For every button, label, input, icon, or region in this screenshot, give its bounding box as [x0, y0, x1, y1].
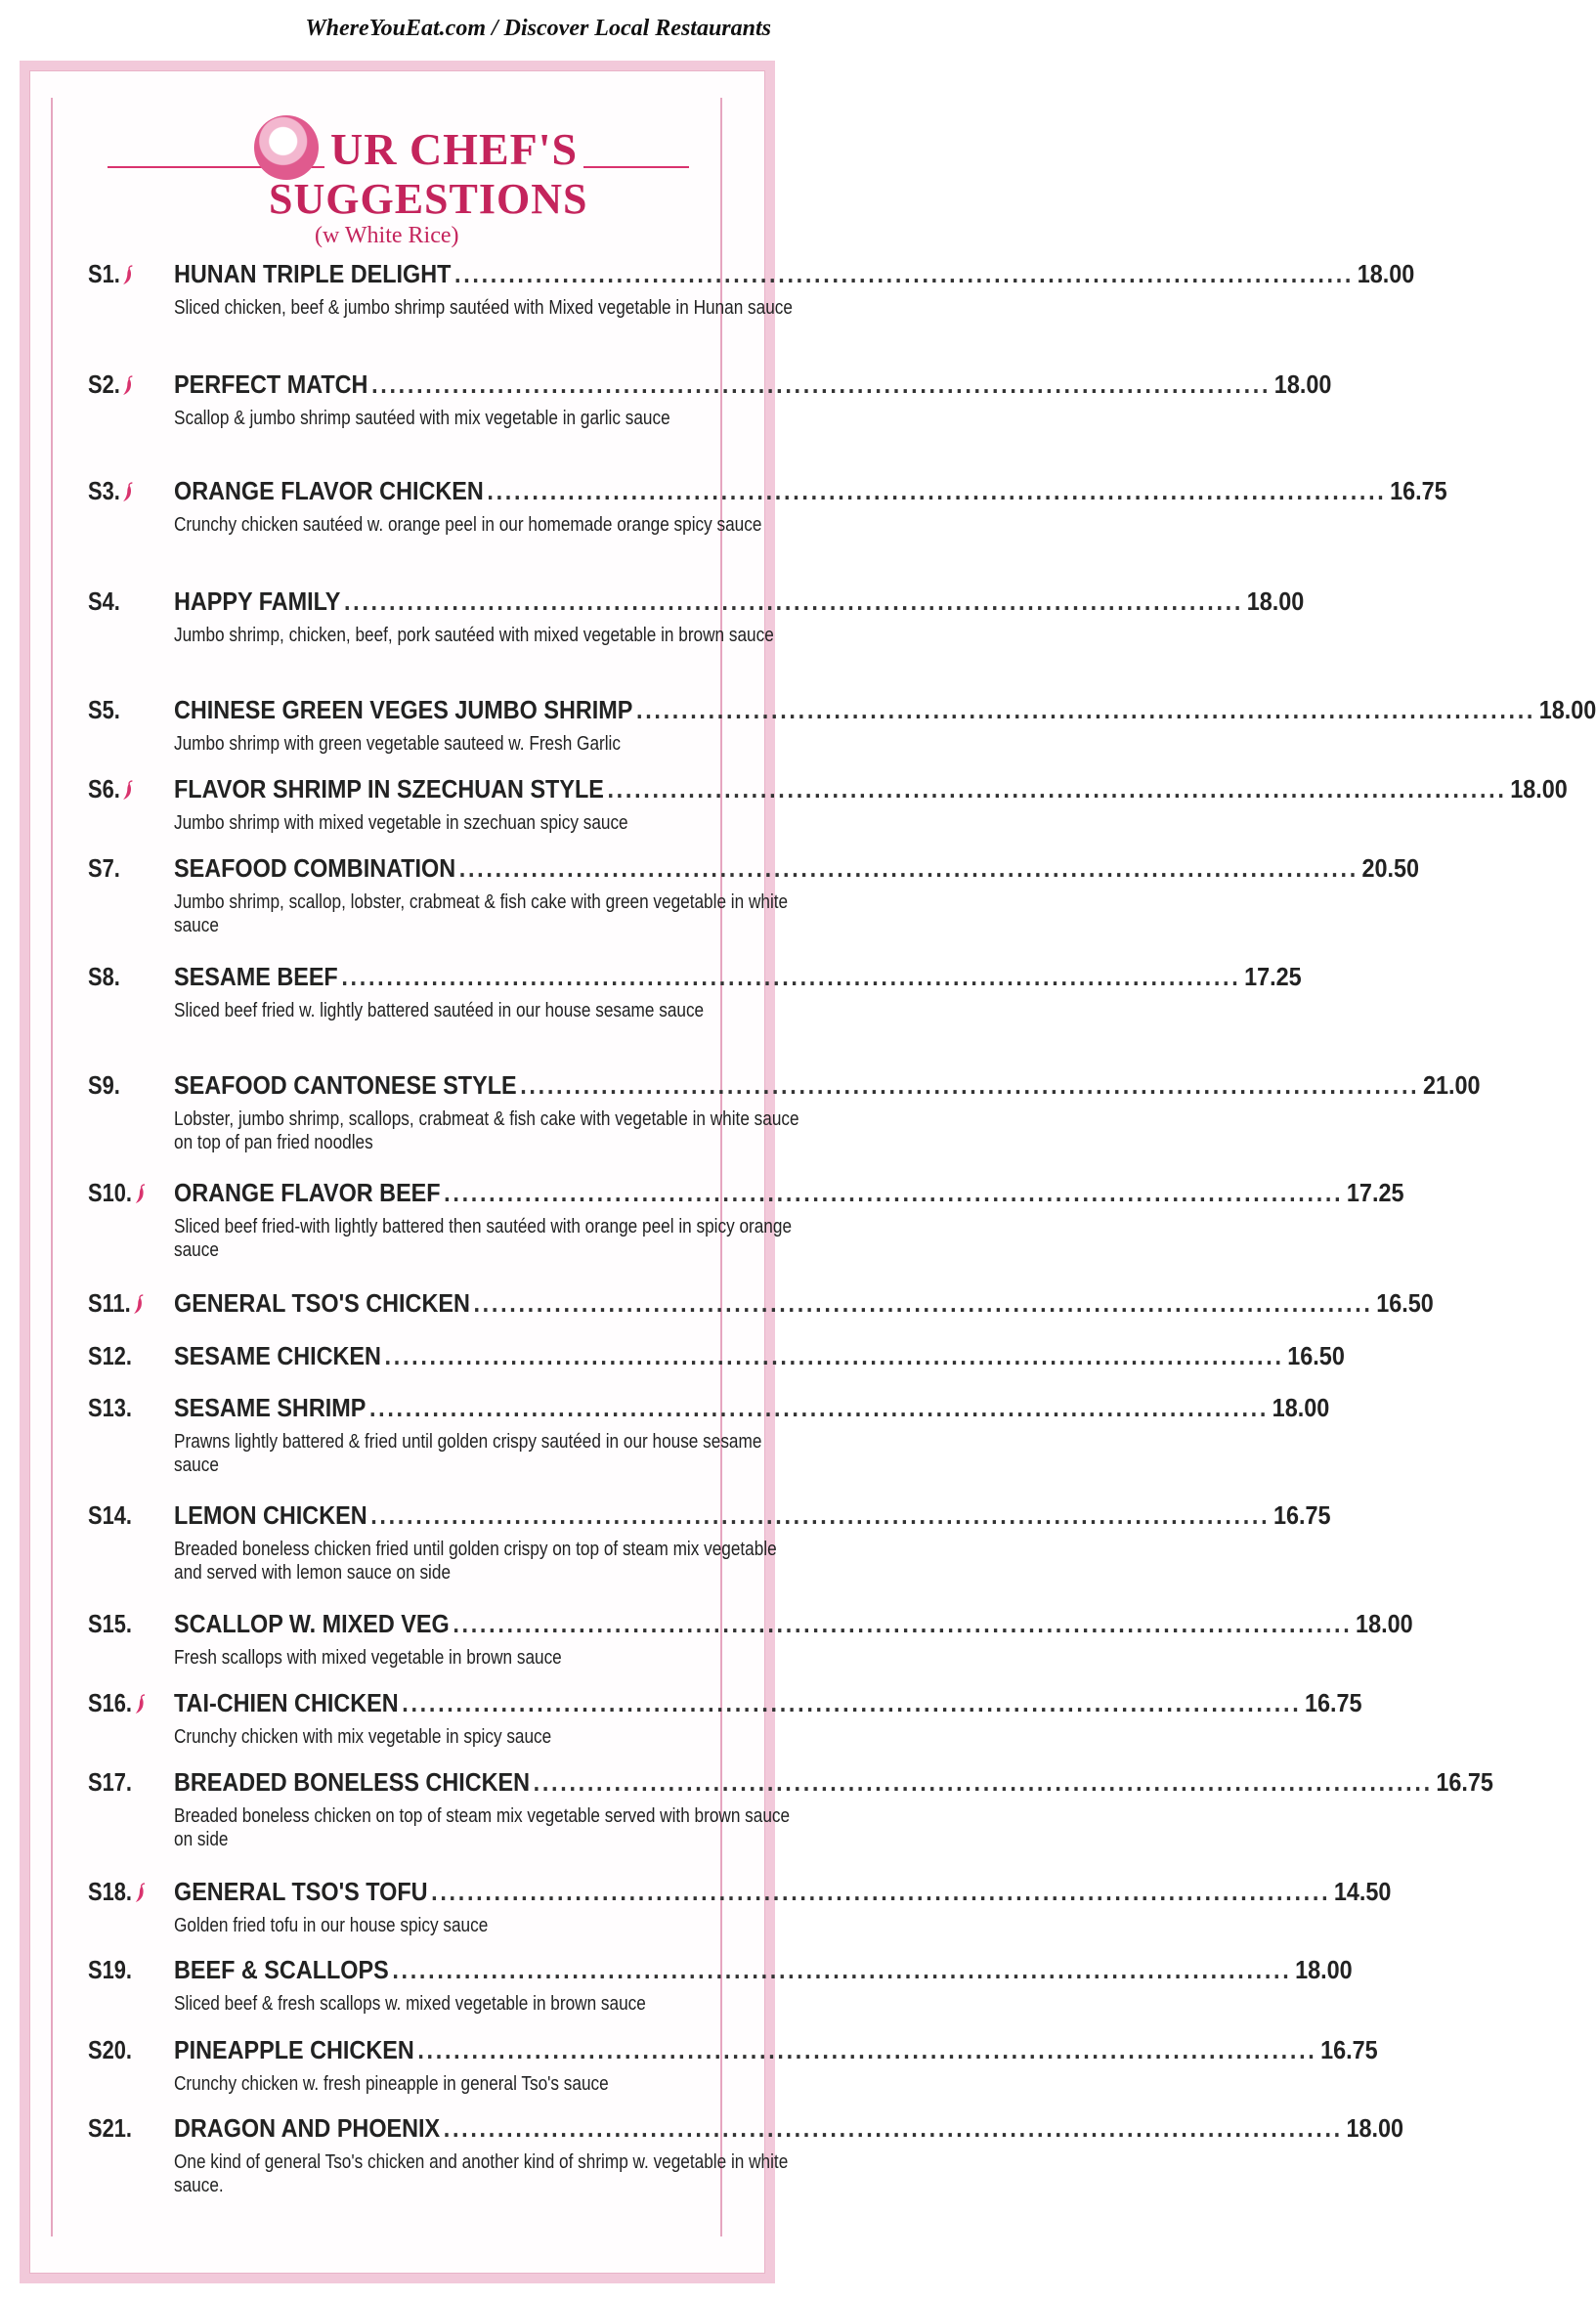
item-price: 18.00	[1356, 1609, 1413, 1638]
item-name: HAPPY FAMILY	[174, 586, 341, 616]
item-code: S20.	[88, 2035, 132, 2064]
menu-item	[88, 586, 1305, 647]
menu-item	[88, 774, 1568, 835]
menu-item	[88, 1955, 1353, 2016]
dot-leader	[417, 2035, 1316, 2065]
menu-item	[88, 476, 1447, 537]
header-subtitle: (w White Rice)	[315, 223, 459, 248]
item-description: Sliced chicken, beef & jumbo shrimp sautéed with Mixed vegetable in Hunan sauce	[174, 297, 793, 319]
item-name: ORANGE FLAVOR CHICKEN	[174, 476, 484, 505]
item-description: Lobster, jumbo shrimp, scallops, crabmeat & fish cake with vegetable in white sauce on top of pan fried noodles	[174, 1108, 799, 1153]
dot-leader	[385, 1341, 1284, 1371]
hot-pepper-icon	[134, 1883, 147, 1904]
item-name: FLAVOR SHRIMP IN SZECHUAN STYLE	[174, 774, 604, 803]
item-code: S11.	[88, 1288, 131, 1318]
menu-item	[88, 1877, 1392, 1937]
item-description: Golden fried tofu in our house spicy sauce	[174, 1915, 489, 1936]
dot-leader	[370, 1500, 1270, 1531]
dot-leader	[459, 853, 1359, 884]
item-description: Jumbo shrimp, scallop, lobster, crabmeat & fish cake with green vegetable in white sauce	[174, 891, 789, 936]
dot-leader	[344, 586, 1243, 617]
dot-leader	[520, 1070, 1419, 1101]
item-code: S8.	[88, 962, 120, 991]
item-description: Scallop & jumbo shrimp sautéed with mix vegetable in garlic sauce	[174, 408, 670, 429]
hot-pepper-icon	[121, 265, 134, 286]
item-description: Crunchy chicken with mix vegetable in spicy sauce	[174, 1726, 552, 1748]
item-name: SEAFOOD CANTONESE STYLE	[174, 1070, 517, 1100]
item-price: 18.00	[1295, 1955, 1353, 1984]
item-price: 17.25	[1346, 1178, 1404, 1207]
item-price: 18.00	[1246, 586, 1305, 616]
item-price: 18.00	[1272, 1393, 1330, 1422]
menu-item	[88, 259, 1415, 320]
item-price: 16.75	[1272, 1500, 1331, 1530]
menu-item	[88, 1767, 1493, 1851]
dot-leader	[453, 1609, 1352, 1639]
item-name: TAI-CHIEN CHICKEN	[174, 1688, 399, 1717]
menu-item	[88, 1500, 1331, 1585]
item-code: S7.	[88, 853, 120, 883]
item-code: S2.	[88, 369, 120, 399]
item-name: PERFECT MATCH	[174, 369, 368, 399]
menu-item	[88, 1609, 1413, 1670]
item-description: Jumbo shrimp with mixed vegetable in szechuan spicy sauce	[174, 812, 628, 834]
item-code: S19.	[88, 1955, 132, 1984]
item-code: S5.	[88, 695, 120, 724]
item-price: 16.75	[1390, 476, 1447, 505]
item-description: Crunchy chicken sautéed w. orange peel in our homemade orange spicy sauce	[174, 514, 762, 536]
item-description: Jumbo shrimp, chicken, beef, pork sautéed with mixed vegetable in brown sauce	[174, 625, 774, 646]
item-price: 16.75	[1436, 1767, 1493, 1797]
menu-item	[88, 962, 1302, 1022]
item-code: S4.	[88, 586, 120, 616]
item-price: 16.75	[1320, 2035, 1378, 2064]
menu-item	[88, 2113, 1404, 2197]
item-name: PINEAPPLE CHICKEN	[174, 2035, 414, 2064]
item-code: S18.	[88, 1877, 132, 1906]
dot-leader	[402, 1688, 1301, 1718]
item-description: Fresh scallops with mixed vegetable in brown sauce	[174, 1647, 562, 1669]
item-price: 14.50	[1333, 1877, 1392, 1906]
item-description: Jumbo shrimp with green vegetable sauteed w. Fresh Garlic	[174, 733, 621, 755]
dot-leader	[371, 369, 1271, 400]
item-name: HUNAN TRIPLE DELIGHT	[174, 259, 452, 288]
item-name: GENERAL TSO'S CHICKEN	[174, 1288, 470, 1318]
item-code: S21.	[88, 2113, 132, 2143]
hot-pepper-icon	[121, 482, 134, 503]
item-description: Sliced beef fried w. lightly battered sautéed in our house sesame sauce	[174, 1000, 705, 1021]
item-name: SEAFOOD COMBINATION	[174, 853, 456, 883]
dot-leader	[636, 695, 1535, 725]
item-code: S13.	[88, 1393, 132, 1422]
item-price: 16.75	[1305, 1688, 1362, 1717]
dot-leader	[369, 1393, 1269, 1423]
item-name: SESAME SHRIMP	[174, 1393, 367, 1422]
dot-leader	[431, 1877, 1330, 1907]
item-name: LEMON CHICKEN	[174, 1500, 367, 1530]
hot-pepper-icon	[134, 1694, 147, 1715]
dot-leader	[341, 962, 1240, 992]
item-description: Crunchy chicken w. fresh pineapple in general Tso's sauce	[174, 2073, 609, 2095]
dot-leader	[607, 774, 1506, 804]
hot-pepper-icon	[132, 1294, 145, 1316]
dot-leader	[454, 259, 1354, 289]
item-price: 16.50	[1376, 1288, 1434, 1318]
menu-item	[88, 2035, 1378, 2096]
item-price: 17.25	[1244, 962, 1302, 991]
item-name: GENERAL TSO'S TOFU	[174, 1877, 428, 1906]
dot-leader	[444, 2113, 1343, 2144]
item-code: S17.	[88, 1767, 132, 1797]
menu-item	[88, 1070, 1481, 1154]
item-price: 18.00	[1346, 2113, 1404, 2143]
menu-item	[88, 1178, 1404, 1262]
item-price: 16.50	[1287, 1341, 1345, 1370]
item-description: Sliced beef fried-with lightly battered then sautéed with orange peel in spicy orange sauce	[174, 1216, 793, 1261]
header-title-line1: UR CHEF'S	[324, 123, 583, 175]
item-name: ORANGE FLAVOR BEEF	[174, 1178, 441, 1207]
header-title-line2: SUGGESTIONS	[269, 175, 588, 223]
hot-pepper-icon	[134, 1184, 147, 1205]
menu-item	[88, 1288, 1434, 1325]
hot-pepper-icon	[121, 780, 134, 802]
hot-pepper-icon	[121, 375, 134, 397]
menu-item	[88, 1688, 1362, 1749]
menu-item	[88, 695, 1596, 756]
item-price: 18.00	[1273, 369, 1332, 399]
item-price: 21.00	[1422, 1070, 1481, 1100]
item-name: CHINESE GREEN VEGES JUMBO SHRIMP	[174, 695, 633, 724]
item-description: Breaded boneless chicken fried until golden crispy on top of steam mix vegetable and served with lemon sauce on side	[174, 1539, 777, 1584]
item-name: SESAME BEEF	[174, 962, 338, 991]
item-code: S15.	[88, 1609, 132, 1638]
item-code: S6.	[88, 774, 120, 803]
menu-item	[88, 853, 1420, 937]
dot-leader	[487, 476, 1386, 506]
item-code: S9.	[88, 1070, 120, 1100]
dot-leader	[392, 1955, 1291, 1985]
item-description: Prawns lightly battered & fried until golden crispy sautéed in our house sesame sauce	[174, 1431, 762, 1476]
item-code: S10.	[88, 1178, 132, 1207]
item-name: DRAGON AND PHOENIX	[174, 2113, 441, 2143]
item-code: S14.	[88, 1500, 132, 1530]
menu-item	[88, 1393, 1330, 1477]
item-price: 18.00	[1357, 259, 1415, 288]
item-code: S1.	[88, 259, 120, 288]
item-code: S12.	[88, 1341, 132, 1370]
item-description: Breaded boneless chicken on top of steam mix vegetable served with brown sauce on side	[174, 1805, 791, 1850]
item-description: One kind of general Tso's chicken and another kind of shrimp w. vegetable in white sauce.	[174, 2151, 789, 2196]
menu-item	[88, 1341, 1345, 1378]
item-code: S16.	[88, 1688, 132, 1717]
item-name: BREADED BONELESS CHICKEN	[174, 1767, 531, 1797]
dot-leader	[534, 1767, 1433, 1798]
item-price: 20.50	[1361, 853, 1420, 883]
dot-leader	[473, 1288, 1372, 1319]
item-name: BEEF & SCALLOPS	[174, 1955, 389, 1984]
dot-leader	[444, 1178, 1343, 1208]
item-name: SESAME CHICKEN	[174, 1341, 381, 1370]
item-price: 18.00	[1538, 695, 1596, 724]
item-description: Sliced beef & fresh scallops w. mixed vegetable in brown sauce	[174, 1993, 646, 2015]
item-price: 18.00	[1510, 774, 1568, 803]
site-watermark: WhereYouEat.com / Discover Local Restaurants	[305, 16, 771, 41]
menu-item	[88, 369, 1332, 430]
item-name: SCALLOP W. MIXED VEG	[174, 1609, 450, 1638]
item-code: S3.	[88, 476, 120, 505]
